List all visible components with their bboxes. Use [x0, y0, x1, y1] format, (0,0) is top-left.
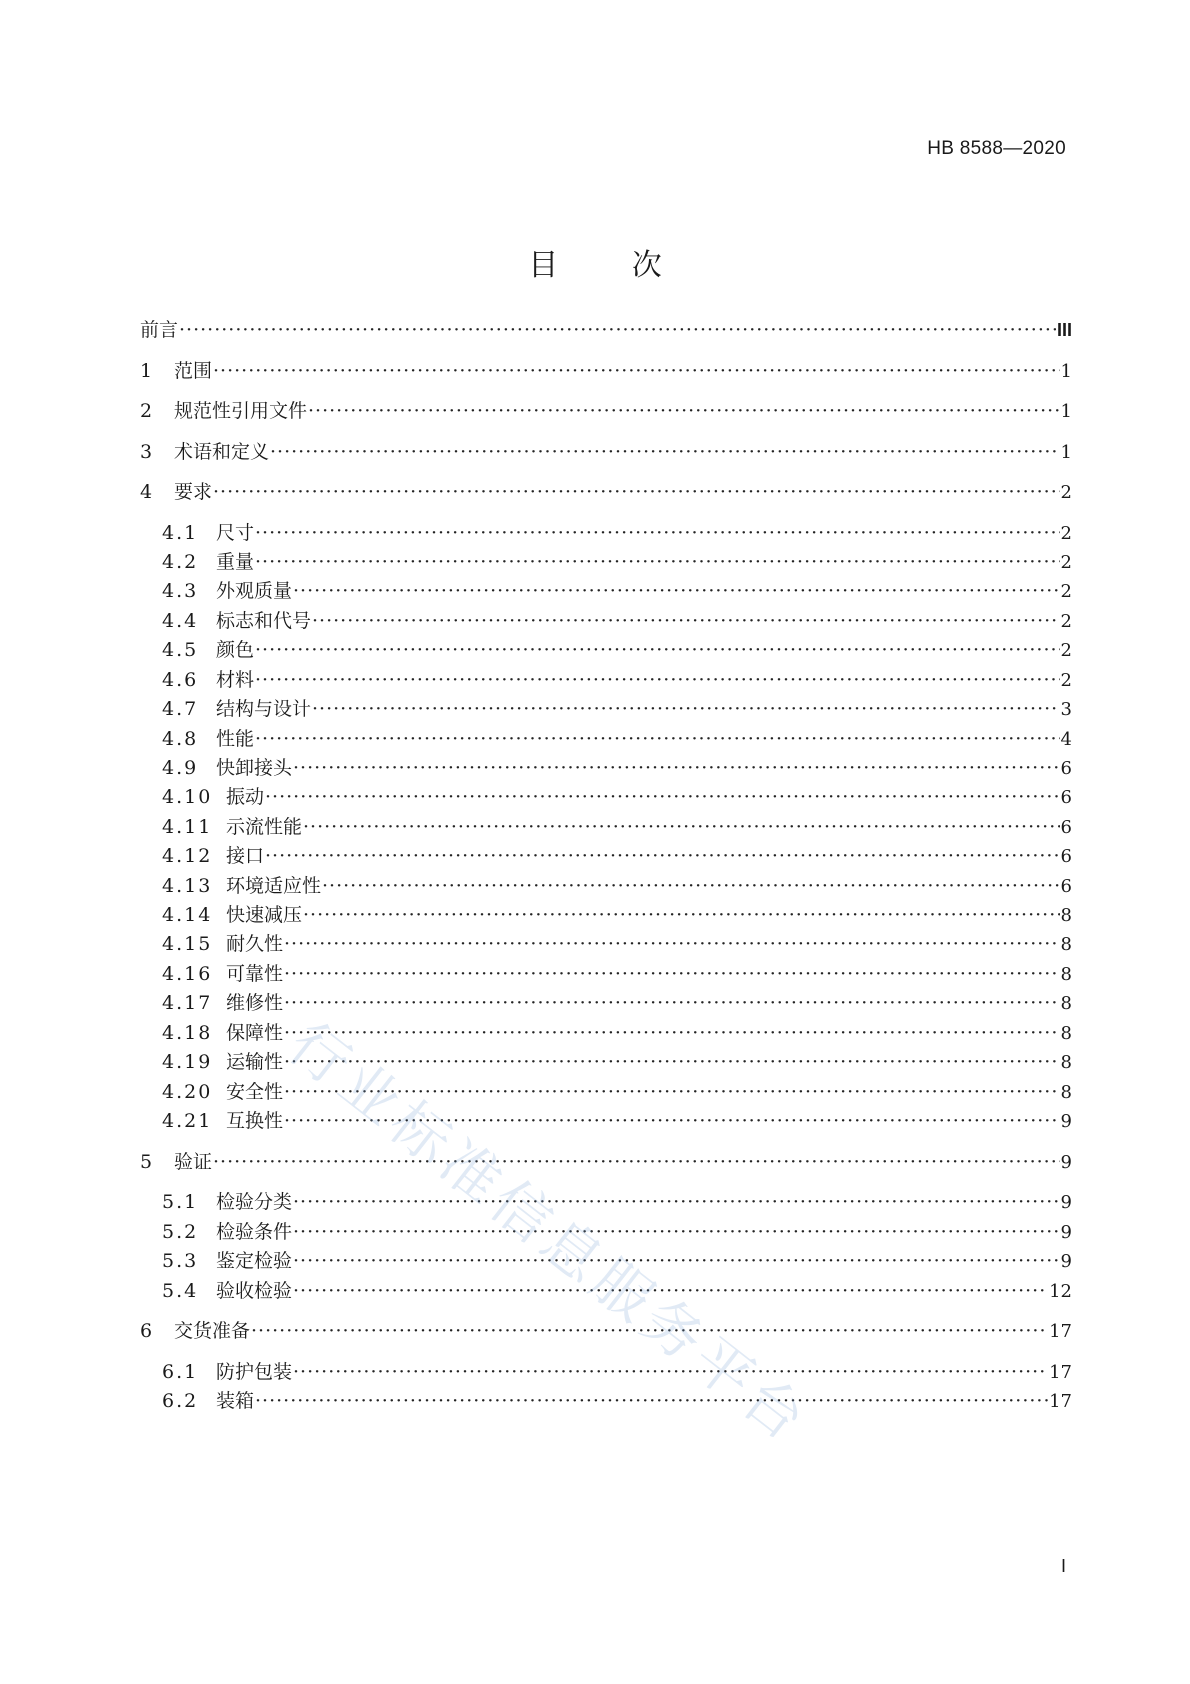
toc-number: 6 [140, 1320, 153, 1342]
toc-number: 4.15 [162, 933, 213, 955]
toc-page: 17 [1049, 1362, 1072, 1383]
toc-label: 可靠性 [226, 963, 284, 985]
toc-leader-dots [322, 873, 1060, 899]
toc-number: 4.8 [162, 728, 199, 750]
toc-leader-dots [284, 1020, 1060, 1046]
toc-page: 9 [1060, 1222, 1072, 1243]
toc-label: 外观质量 [216, 580, 293, 602]
toc-number: 4.19 [162, 1051, 213, 1073]
toc-leader-dots [179, 317, 1056, 343]
toc-leader-dots [265, 843, 1060, 869]
toc-number: 4.13 [162, 875, 213, 897]
toc-label: 接口 [226, 845, 265, 867]
toc-page: 2 [1060, 640, 1072, 661]
toc-leader-dots [284, 1108, 1060, 1134]
toc-number: 4.1 [162, 522, 199, 544]
toc-page: 3 [1060, 699, 1072, 720]
toc-label: 标志和代号 [216, 610, 312, 632]
toc-page: 6 [1060, 787, 1072, 808]
toc-subentry[interactable] [140, 784, 1072, 810]
toc-number: 1 [140, 360, 153, 382]
toc-leader-dots [284, 990, 1060, 1016]
toc-number: 4.4 [162, 610, 199, 632]
toc-label: 检验分类 [216, 1191, 293, 1213]
toc-leader-dots [213, 358, 1060, 384]
toc-page: 4 [1060, 729, 1072, 750]
toc-label: 性能 [216, 728, 255, 750]
toc-subentry[interactable] [140, 1388, 1072, 1414]
toc-leader-dots [251, 1318, 1048, 1344]
toc-page: 2 [1060, 670, 1072, 691]
toc-label: 验证 [174, 1151, 213, 1173]
toc-page: 8 [1060, 905, 1072, 926]
toc-subentry[interactable] [140, 696, 1072, 722]
toc-label: 安全性 [226, 1081, 284, 1103]
toc-leader-dots [284, 961, 1060, 987]
toc-leader-dots [265, 784, 1060, 810]
toc-number: 4.7 [162, 698, 199, 720]
page-title [0, 240, 1190, 284]
toc-subentry[interactable] [140, 667, 1072, 693]
toc-page: 6 [1060, 876, 1072, 897]
toc-label: 范围 [174, 360, 213, 382]
toc-page: 2 [1060, 581, 1072, 602]
toc-label: 验收检验 [216, 1280, 293, 1302]
toc-entry-foreword[interactable] [140, 317, 1072, 343]
toc-page: 2 [1060, 552, 1072, 573]
toc-leader-dots [255, 520, 1060, 546]
toc-subentry[interactable] [140, 873, 1072, 899]
toc-number: 4.12 [162, 845, 213, 867]
toc-number: 4.3 [162, 580, 199, 602]
toc-number: 4.18 [162, 1022, 213, 1044]
toc-label: 保障性 [226, 1022, 284, 1044]
toc-number: 4.5 [162, 639, 199, 661]
toc-number: 5.1 [162, 1191, 199, 1213]
toc-page: 8 [1060, 1052, 1072, 1073]
toc-leader-dots [284, 1049, 1060, 1075]
toc-page: 12 [1049, 1281, 1072, 1302]
toc-subentry[interactable] [140, 1020, 1072, 1046]
toc-subentry[interactable] [140, 1189, 1072, 1215]
toc-subentry[interactable] [140, 1248, 1072, 1274]
toc-page: 17 [1049, 1321, 1072, 1342]
toc-page: 1 [1060, 401, 1072, 422]
toc-leader-dots [293, 1189, 1060, 1215]
toc-label: 交货准备 [174, 1320, 251, 1342]
toc-page: 6 [1060, 817, 1072, 838]
toc-entry[interactable] [140, 1149, 1072, 1175]
toc-page: 6 [1060, 846, 1072, 867]
toc-number: 4.21 [162, 1110, 213, 1132]
toc-number: 4.17 [162, 992, 213, 1014]
toc-entry[interactable] [140, 1318, 1072, 1344]
toc-leader-dots [308, 398, 1060, 424]
toc-subentry[interactable] [140, 1359, 1072, 1385]
toc-number: 4.11 [162, 816, 213, 838]
toc-leader-dots [255, 549, 1060, 575]
toc-page: 8 [1060, 1023, 1072, 1044]
toc-leader-dots [255, 1388, 1048, 1414]
toc-entry[interactable] [140, 439, 1072, 465]
toc-subentry[interactable] [140, 1219, 1072, 1245]
toc-subentry[interactable] [140, 931, 1072, 957]
toc-label: 防护包装 [216, 1361, 293, 1383]
toc-label: 装箱 [216, 1390, 255, 1412]
toc-number: 3 [140, 441, 153, 463]
toc-subentry[interactable] [140, 814, 1072, 840]
toc-subentry[interactable] [140, 902, 1072, 928]
toc-subentry[interactable] [140, 578, 1072, 604]
toc-page: 9 [1060, 1251, 1072, 1272]
toc-subentry[interactable] [140, 726, 1072, 752]
toc-leader-dots [293, 1219, 1060, 1245]
title-char-2: 次 [631, 248, 662, 283]
toc-label: 结构与设计 [216, 698, 312, 720]
toc-subentry[interactable] [140, 1278, 1072, 1304]
toc-number: 4.20 [162, 1081, 213, 1103]
toc-subentry[interactable] [140, 637, 1072, 663]
toc-leader-dots [255, 637, 1060, 663]
toc-page: 9 [1060, 1152, 1072, 1173]
toc-leader-dots [303, 902, 1060, 928]
toc-subentry[interactable] [140, 961, 1072, 987]
toc-subentry[interactable] [140, 520, 1072, 546]
toc-label: 尺寸 [216, 522, 255, 544]
toc-label: 鉴定检验 [216, 1250, 293, 1272]
toc-number: 6.1 [162, 1361, 199, 1383]
toc-label: 要求 [174, 481, 213, 503]
toc-subentry[interactable] [140, 1079, 1072, 1105]
toc-number: 2 [140, 400, 153, 422]
toc-leader-dots [213, 1149, 1060, 1175]
toc-number: 4.14 [162, 904, 213, 926]
watermark: 行业标准信息服务平台 [275, 1009, 823, 1457]
toc-number: 4.16 [162, 963, 213, 985]
toc-label: 颜色 [216, 639, 255, 661]
toc-leader-dots [213, 479, 1060, 505]
toc-entry[interactable] [140, 479, 1072, 505]
toc-page: 8 [1060, 1082, 1072, 1103]
toc-label: 重量 [216, 551, 255, 573]
toc-number: 5.2 [162, 1221, 199, 1243]
toc-page: 1 [1060, 361, 1072, 382]
toc-leader-dots [293, 1359, 1048, 1385]
toc-label: 环境适应性 [226, 875, 322, 897]
toc-leader-dots [303, 814, 1060, 840]
toc-page: 2 [1060, 523, 1072, 544]
toc-label: 耐久性 [226, 933, 284, 955]
toc-label: 术语和定义 [174, 441, 270, 463]
toc-page: 8 [1060, 934, 1072, 955]
toc-number: 5.3 [162, 1250, 199, 1272]
toc-number: 4 [140, 481, 153, 503]
toc-leader-dots [293, 1278, 1048, 1304]
toc-number: 4.6 [162, 669, 199, 691]
toc-subentry[interactable] [140, 1049, 1072, 1075]
title-char-1: 目 [528, 248, 559, 283]
toc-page: 1 [1060, 442, 1072, 463]
toc-leader-dots [284, 931, 1060, 957]
toc-label: 运输性 [226, 1051, 284, 1073]
toc-label: 前言 [140, 319, 179, 341]
toc-leader-dots [312, 608, 1060, 634]
toc-subentry[interactable] [140, 549, 1072, 575]
toc-page: III [1056, 320, 1072, 340]
toc-number: 5.4 [162, 1280, 199, 1302]
toc-number: 6.2 [162, 1390, 199, 1412]
toc-leader-dots [293, 578, 1060, 604]
toc-subentry[interactable] [140, 843, 1072, 869]
toc-page: 8 [1060, 993, 1072, 1014]
toc-leader-dots [293, 1248, 1060, 1274]
toc-label: 互换性 [226, 1110, 284, 1132]
toc-entry[interactable] [140, 398, 1072, 424]
toc-leader-dots [284, 1079, 1060, 1105]
toc-label: 检验条件 [216, 1221, 293, 1243]
toc-number: 4.9 [162, 757, 199, 779]
toc-leader-dots [293, 755, 1060, 781]
toc-page: 9 [1060, 1111, 1072, 1132]
toc-leader-dots [270, 439, 1060, 465]
standard-code: HB 8588—2020 [927, 138, 1066, 159]
toc-subentry[interactable] [140, 608, 1072, 634]
toc-label: 快速减压 [226, 904, 303, 926]
toc-page: 2 [1060, 611, 1072, 632]
toc-number: 5 [140, 1151, 153, 1173]
page-number: I [1060, 1556, 1066, 1576]
toc-page: 2 [1060, 482, 1072, 503]
toc-page: 17 [1049, 1391, 1072, 1412]
toc-page: 6 [1060, 758, 1072, 779]
toc-page: 8 [1060, 964, 1072, 985]
toc-leader-dots [255, 667, 1060, 693]
toc-label: 振动 [226, 786, 265, 808]
toc-number: 4.2 [162, 551, 199, 573]
toc-label: 材料 [216, 669, 255, 691]
toc-subentry[interactable] [140, 755, 1072, 781]
toc-number: 4.10 [162, 786, 213, 808]
toc-label: 快卸接头 [216, 757, 293, 779]
toc-subentry[interactable] [140, 990, 1072, 1016]
toc-leader-dots [312, 696, 1060, 722]
toc-label: 规范性引用文件 [174, 400, 308, 422]
toc-subentry[interactable] [140, 1108, 1072, 1134]
toc-leader-dots [255, 726, 1060, 752]
toc-label: 示流性能 [226, 816, 303, 838]
toc-label: 维修性 [226, 992, 284, 1014]
toc-page: 9 [1060, 1192, 1072, 1213]
toc-entry[interactable] [140, 358, 1072, 384]
